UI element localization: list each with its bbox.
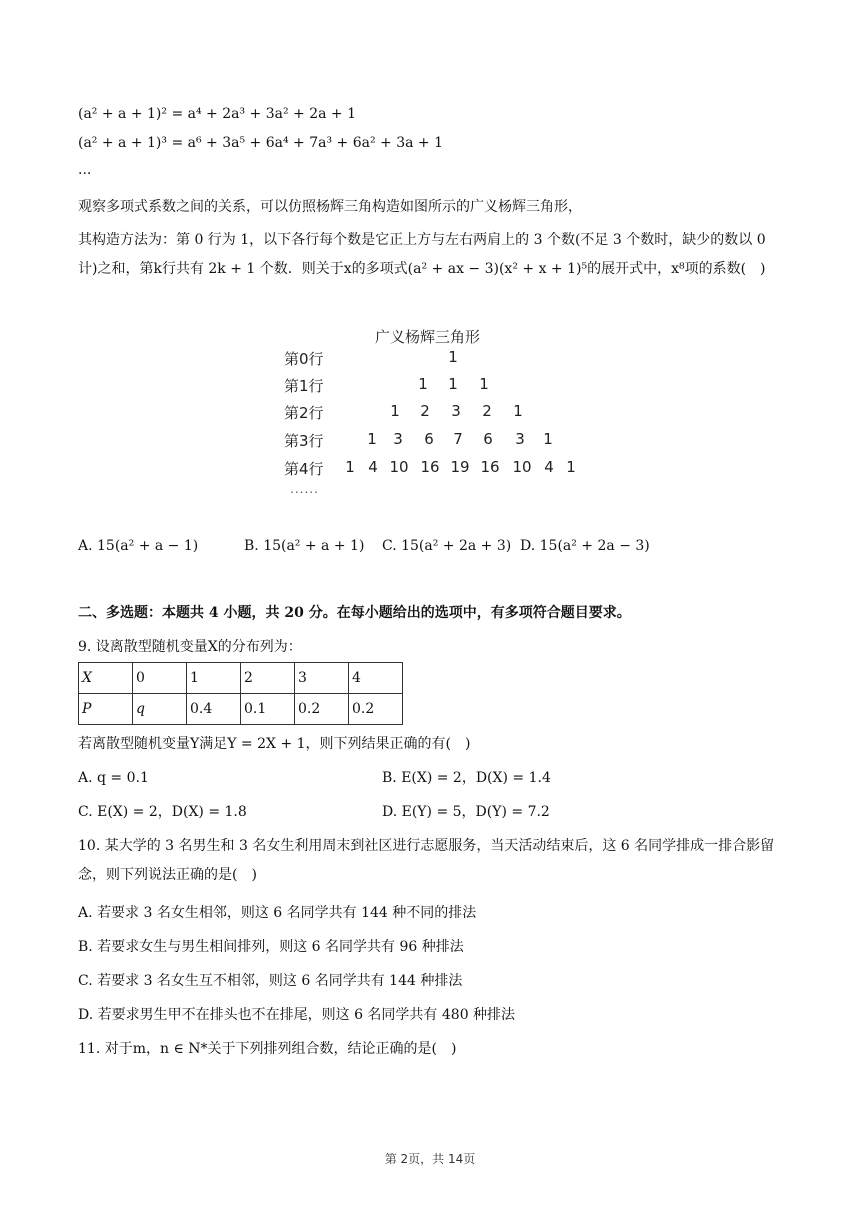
row-label: 第2行 [284,404,324,422]
triangle-number: 19 [450,458,470,476]
triangle-number: 10 [512,458,532,476]
ellipsis: ... [78,162,92,178]
triangle-number: 6 [424,430,434,448]
q11-stem: 11. 对于m，n ∈ N*关于下列排列组合数，结论正确的是( ) [78,1041,457,1057]
triangle-number: 7 [453,430,463,448]
construction-method-text: 其构造方法为：第 0 行为 1，以下各行每个数是它正上方与左右两肩上的 3 个数(不足 3 个数时，缺少的数以 0 计)之和，第k行共有 2k + 1 个数．则关于x的多项式(a² + ax − 3)(x² + x + 1)⁵的展开式中，x⁸项的系数( ) [78,232,766,277]
triangle-number: 2 [420,402,430,420]
triangle-number: 16 [480,458,500,476]
triangle-continuation-dots: ...... [290,482,319,496]
q9-option-b: B. E(X) = 2，D(X) = 1.4 [382,770,551,786]
q9-option-c: C. E(X) = 2，D(X) = 1.8 [78,804,247,820]
table-cell: 2 [241,663,295,694]
table-row [79,663,403,694]
triangle-number: 4 [544,458,554,476]
row-label: 第0行 [284,350,324,368]
q9-condition: 若离散型随机变量Y满足Y = 2X + 1，则下列结果正确的有( ) [78,736,471,752]
q10-option-d: D. 若要求男生甲不在排头也不在排尾，则这 6 名同学共有 480 种排法 [78,1007,516,1023]
triangle-title: 广义杨辉三角形 [375,328,481,346]
distribution-table [78,662,403,725]
observe-text: 观察多项式系数之间的关系，可以仿照杨辉三角构造如图所示的广义杨辉三角形， [78,199,582,215]
q10-option-a: A. 若要求 3 名女生相邻，则这 6 名同学共有 144 种不同的排法 [78,905,477,921]
triangle-number: 1 [345,458,355,476]
triangle-number: 2 [482,402,492,420]
triangle-number: 1 [513,402,523,420]
equation-2: (a² + a + 1)³ = a⁶ + 3a⁵ + 6a⁴ + 7a³ + 6a² + 3a + 1 [78,135,444,151]
triangle-number: 16 [420,458,440,476]
triangle-number: 3 [393,430,403,448]
table-cell: 0.2 [295,694,349,725]
triangle-number: 1 [566,458,576,476]
q9-option-d: D. E(Y) = 5，D(Y) = 7.2 [382,804,550,820]
generalized-yanghui-triangle-figure [280,320,590,500]
triangle-number: 6 [483,430,493,448]
q8-option-d: D. 15(a² + 2a − 3) [520,538,650,554]
equation-1: (a² + a + 1)² = a⁴ + 2a³ + 3a² + 2a + 1 [78,106,357,122]
table-cell: q [133,694,187,725]
page-footer: 第 2页，共 14页 [384,1152,476,1166]
row-label: 第3行 [284,432,324,450]
q10-option-c: C. 若要求 3 名女生互不相邻，则这 6 名同学共有 144 种排法 [78,973,463,989]
table-row [79,694,403,725]
table-cell: P [79,694,133,725]
triangle-number: 1 [367,430,377,448]
table-cell: 0.1 [241,694,295,725]
table-cell: 3 [295,663,349,694]
triangle-number: 10 [389,458,409,476]
triangle-number: 1 [448,348,458,366]
table-cell: 1 [187,663,241,694]
q10-stem: 10. 某大学的 3 名男生和 3 名女生利用周末到社区进行志愿服务，当天活动结束后，这 6 名同学排成一排合影留念，则下列说法正确的是( ) [78,838,775,883]
triangle-number: 4 [368,458,378,476]
q8-option-b: B. 15(a² + a + 1) [244,538,365,554]
table-cell: 0 [133,663,187,694]
table-cell: X [79,663,133,694]
triangle-number: 1 [390,402,400,420]
row-label: 第1行 [284,377,324,395]
triangle-number: 3 [515,430,525,448]
table-cell: 0.2 [349,694,403,725]
triangle-number: 1 [418,375,428,393]
q8-option-a: A. 15(a² + a − 1) [78,538,199,554]
table-cell: 0.4 [187,694,241,725]
row-label: 第4行 [284,460,324,478]
q8-option-c: C. 15(a² + 2a + 3) [382,538,512,554]
q10-option-b: B. 若要求女生与男生相间排列，则这 6 名同学共有 96 种排法 [78,939,464,955]
table-cell: 4 [349,663,403,694]
section-2-heading: 二、多选题：本题共 4 小题，共 20 分。在每小题给出的选项中，有多项符合题目要求。 [78,605,631,621]
triangle-number: 1 [543,430,553,448]
triangle-number: 1 [479,375,489,393]
q9-option-a: A. q = 0.1 [78,770,149,786]
q9-stem: 9. 设离散型随机变量X的分布列为： [78,639,302,655]
triangle-number: 3 [451,402,461,420]
triangle-number: 1 [448,375,458,393]
